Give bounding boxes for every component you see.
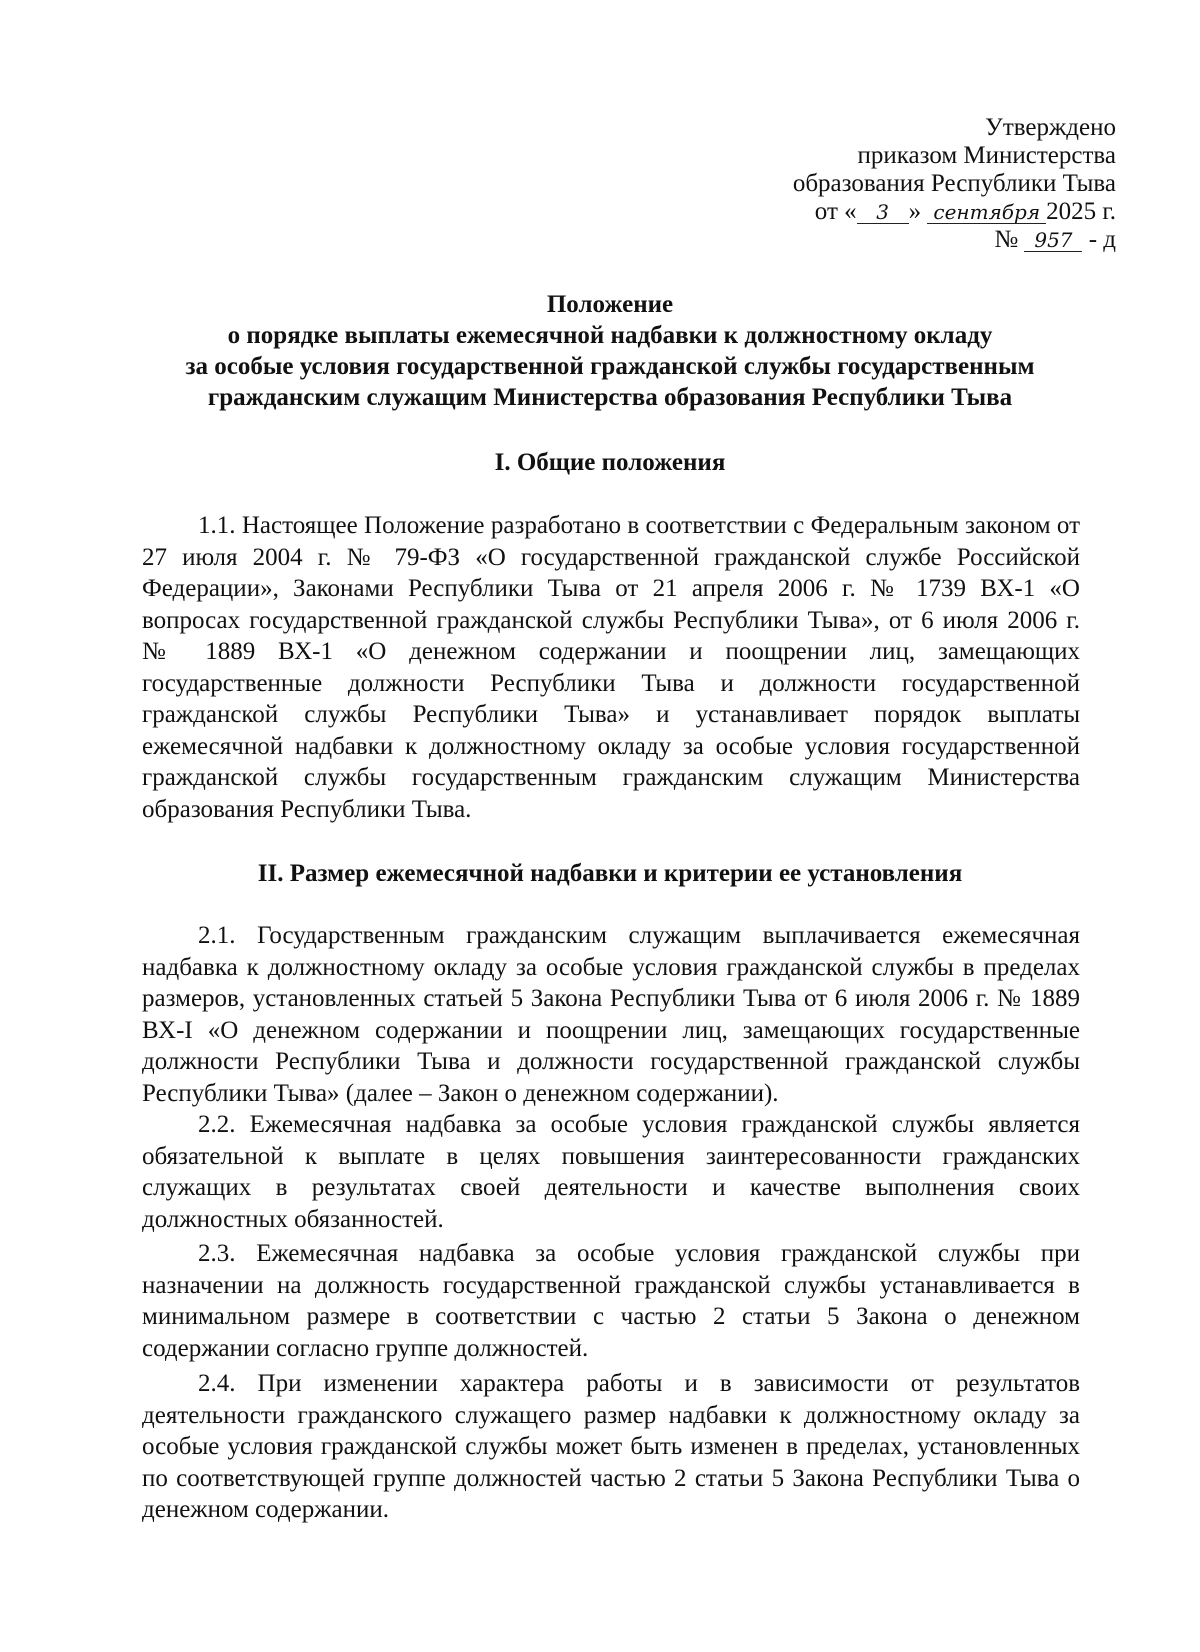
document-title — [130, 289, 1090, 413]
handwritten-day: 3 — [857, 201, 909, 224]
date-mid: » — [908, 198, 922, 225]
date-year: 2025 г. — [1046, 198, 1116, 225]
paragraph-2-3: 2.3. Ежемесячная надбавка за особые условия гражданской службы при назначении на должность государственной гражданской службы устанавливается в минимальном размере в соответствии с частью 2 статьи 5 Закона о денежном содержании согласно группе должностей. — [142, 1240, 1080, 1362]
approval-line-ministry: образования Республики Тыва — [792, 170, 1116, 197]
number-prefix: № — [994, 226, 1019, 253]
title-line-2: о порядке выплаты ежемесячной надбавки к должностному окладу — [227, 322, 993, 349]
handwritten-month: сентября — [927, 201, 1046, 224]
paragraph-2-4: 2.4. При изменении характера работы и в зависимости от результатов деятельности гражданского служащего размер надбавки к должностному окладу за особые условия гражданской службы может быть изменен в пределах, установленных по соответствующей группе должностей частью 2 статьи 5 Закона Республики Тыва о денежном содержании. — [142, 1370, 1080, 1523]
approval-line-approved: Утверждено — [985, 114, 1116, 141]
title-line-3: за особые условия государственной гражданской службы государственным — [185, 353, 1035, 380]
title-line-1: Положение — [546, 291, 674, 318]
section-2-heading: II. Размер ежемесячной надбавки и критерии ее установления — [257, 860, 963, 887]
section-1-heading: I. Общие положения — [494, 449, 726, 476]
number-suffix: - д — [1088, 226, 1116, 253]
paragraph-2-2: 2.2. Ежемесячная надбавка за особые условия гражданской службы является обязательной к выплате в целях повышения заинтересованности гражданских служащих в результатах своей деятельности и качестве выполнения своих должностных обязанностей. — [142, 1111, 1080, 1233]
approval-block — [793, 114, 1116, 254]
date-prefix: от « — [814, 198, 857, 225]
handwritten-number: 957 — [1024, 229, 1082, 252]
approval-line-order: приказом Министерства — [857, 142, 1116, 169]
title-line-4: гражданским служащим Министерства образования Республики Тыва — [207, 384, 1013, 411]
paragraph-2-1: 2.1. Государственным гражданским служащим выплачивается ежемесячная надбавка к должностному окладу за особые условия гражданской службы в пределах размеров, установленных статьей 5 Закона Республики Тыва от 6 июля 2006 г. № 1889 ВХ-I «О денежном содержании и поощрении лиц, замещающих государственные должности Республики Тыва и должности государственной гражданской службы Республики Тыва» (далее – Закон о денежном содержании). — [142, 922, 1080, 1107]
approval-date-line — [793, 198, 1116, 226]
approval-number-line — [793, 226, 1116, 254]
paragraph-1-1: 1.1. Настоящее Положение разработано в соответствии с Федеральным законом от 27 июля 2004 г. № 79-ФЗ «О государственной гражданской службе Российской Федерации», Законами Республики Тыва от 21 апреля 2006 г. № 1739 ВХ-1 «О вопросах государственной гражданской службы Республики Тыва», от 6 июля 2006 г. № 1889 ВХ-1 «О денежном содержании и поощрении лиц, замещающих государственные должности Республики Тыва и должности государственной гражданской службы Республики Тыва» и устанавливает порядок выплаты ежемесячной надбавки к должностному окладу за особые условия государственной гражданской службы государственным гражданским служащим Министерства образования Республики Тыва. — [142, 512, 1080, 823]
